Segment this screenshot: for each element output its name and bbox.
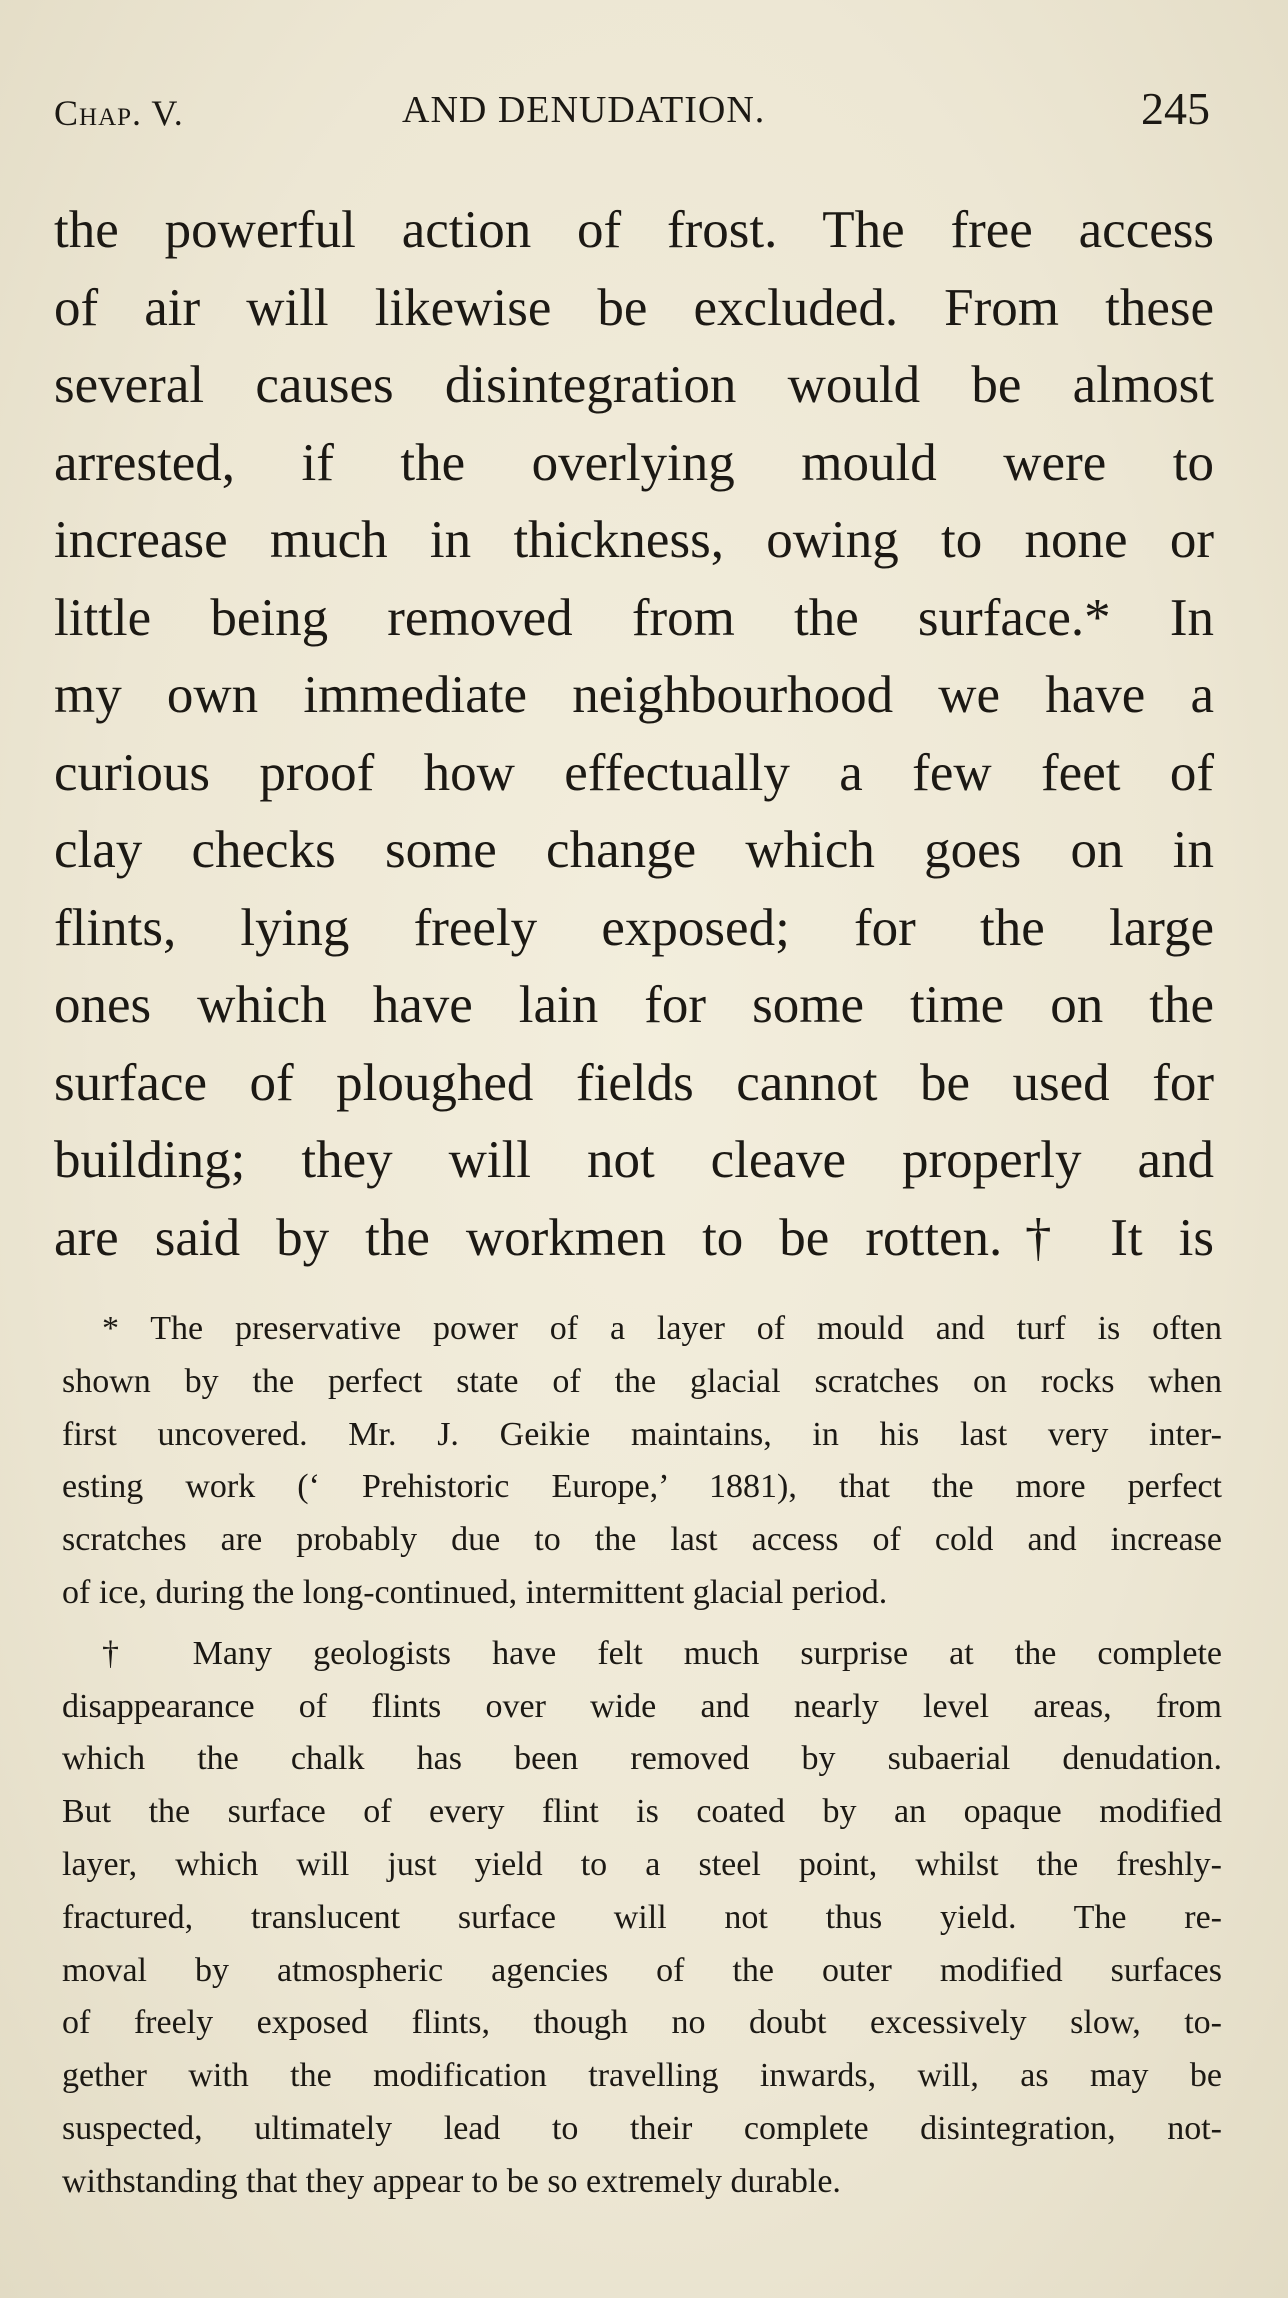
footnote-line: of ice, during the long-continued, intermittent glacial period. [62,1573,888,1611]
main-text [54,192,1214,1277]
text-line: building; they will not cleave properly and [54,1131,1214,1189]
text-line: clay checks some change which goes on in [54,821,1214,879]
footnote-line: moval by atmospheric agencies of the outer modified surfaces [62,1951,1222,1989]
text-line: are said by the workmen to be rotten.† It is [54,1208,1214,1267]
footnote-line: disappearance of flints over wide and nearly level areas, from [62,1687,1222,1725]
text-line: my own immediate neighbourhood we have a [54,666,1214,724]
footnote-line: scratches are probably due to the last access of cold and increase [62,1521,1222,1559]
text-line: little being removed from the surface.* In [54,588,1214,647]
text-line: the powerful action of frost. The free access [54,201,1214,259]
text-line: arrested, if the overlying mould were to [54,433,1214,492]
footnote-line: shown by the perfect state of the glacial scratches on rocks when [62,1362,1222,1400]
text-line: of air will likewise be excluded. From these [54,278,1214,337]
footnote-line: layer, which will just yield to a steel point, whilst the freshly- [62,1845,1222,1883]
footnote-line: suspected, ultimately lead to their complete disintegration, not- [62,2109,1222,2147]
footnotes [62,1303,1222,2209]
footnote-line: But the surface of every flint is coated by an opaque modified [62,1793,1222,1831]
chapter-label: Chap. V. [54,93,184,133]
footnote-line: which the chalk has been removed by subaerial denudation. [62,1740,1222,1778]
text-line: increase much in thickness, owing to none or [54,511,1214,569]
footnote-dagger [62,1628,1222,2209]
footnote-line: first uncovered. Mr. J. Geikie maintains, in his last very inter- [62,1415,1222,1453]
text-line: surface of ploughed fields cannot be used for [54,1053,1214,1112]
footnote-line: esting work (‘ Prehistoric Europe,’ 1881), that the more perfect [62,1468,1222,1506]
footnote-asterisk [62,1303,1222,1620]
footnote-line: fractured, translucent surface will not thus yield. The re- [62,1898,1222,1936]
footnote-line: of freely exposed flints, though no doubt excessively slow, to- [62,2004,1222,2042]
text-line: flints, lying freely exposed; for the large [54,898,1214,957]
section-title: AND DENUDATION. [402,89,766,131]
text-line: ones which have lain for some time on the [54,976,1214,1034]
footnote-line: withstanding that they appear to be so extremely durable. [62,2162,841,2200]
footnote-line: * The preservative power of a layer of mould and turf is often [102,1310,1222,1347]
footnote-line: gether with the modification travelling inwards, will, as may be [62,2057,1222,2095]
footnote-line: † Many geologists have felt much surprise at the complete [102,1634,1222,1672]
text-line: curious proof how effectually a few feet of [54,743,1214,802]
text-line: several causes disintegration would be almost [54,356,1214,414]
page-number: 245 [1141,83,1210,134]
running-head [54,82,1210,142]
